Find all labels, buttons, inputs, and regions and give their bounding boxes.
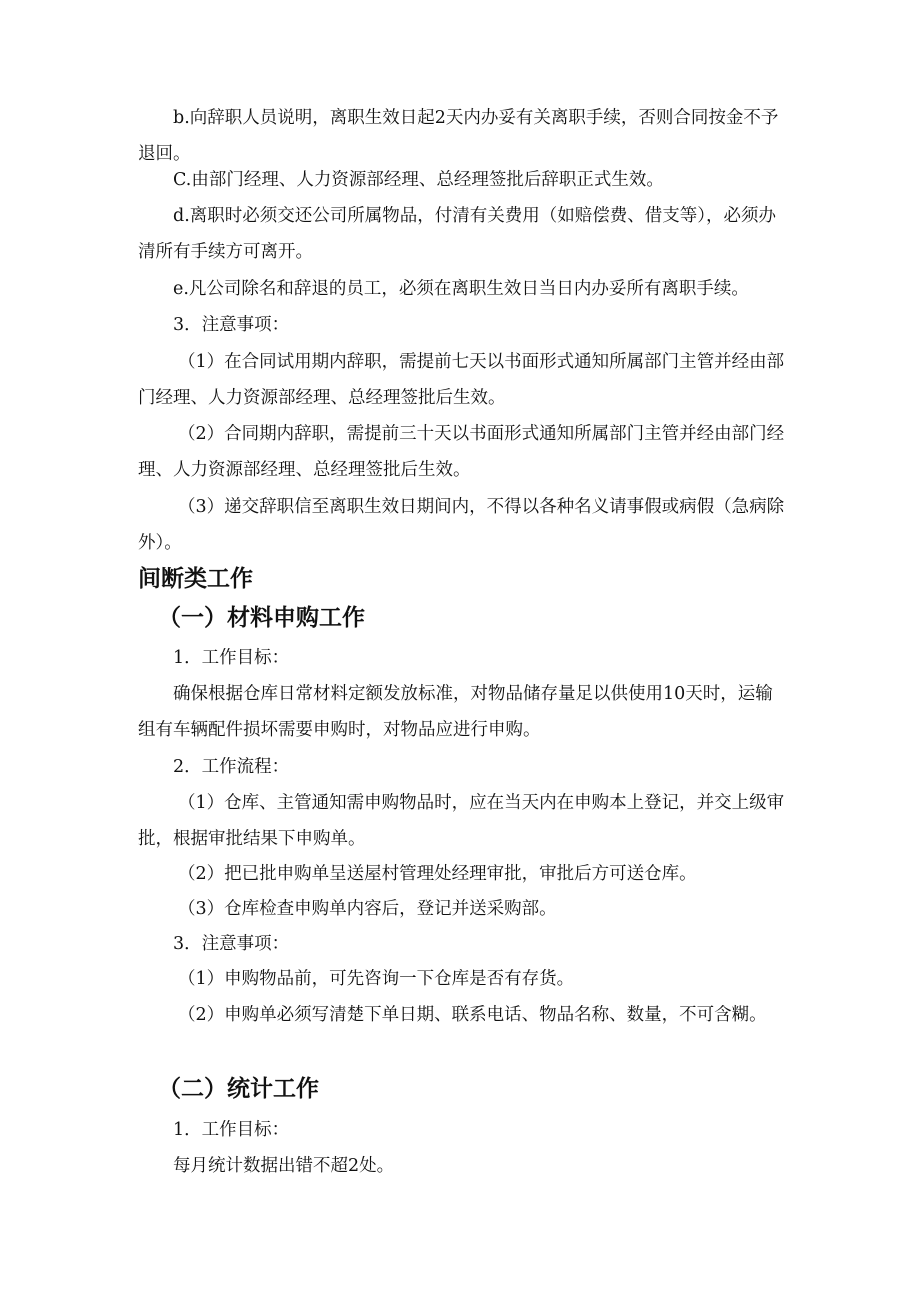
statistics-goal-text: 每月统计数据出错不超2处。: [173, 1156, 395, 1176]
section-heading: 间断类工作: [138, 566, 253, 592]
note-item-3: （3）递交辞职信至离职生效日期间内，不得以各种名义请事假或病假（急病除外）。: [138, 497, 785, 553]
paragraph-resign-e: e.凡公司除名和辞退的员工，必须在离职生效日当日内办妥所有离职手续。: [173, 279, 749, 299]
purchase-note-1: （1）申购物品前，可先咨询一下仓库是否有存货。: [178, 969, 575, 989]
paragraph-resign-d: d.离职时必须交还公司所属物品，付清有关费用（如赔偿费、借支等），必须办清所有手续方可离开。: [138, 206, 777, 262]
purchase-note-2: （2）申购单必须写清楚下单日期、联系电话、物品名称、数量，不可含糊。: [178, 1005, 767, 1025]
statistics-goal-heading: 1．工作目标：: [173, 1120, 290, 1140]
purchase-goal-text: 确保根据仓库日常材料定额发放标准，对物品储存量足以供使用10天时，运输组有车辆配件损坏需要申购时，对物品应进行申购。: [138, 684, 773, 740]
purchase-flow-3: （3）仓库检查申购单内容后，登记并送采购部。: [178, 899, 557, 919]
paragraph-resign-b: b.向辞职人员说明，离职生效日起2天内办妥有关离职手续，否则合同按金不予退回。: [138, 108, 779, 164]
purchase-flow-1: （1）仓库、主管通知需申购物品时，应在当天内在申购本上登记，并交上级审批，根据审批结果下申购单。: [138, 793, 785, 849]
purchase-flow-heading: 2．工作流程：: [173, 757, 290, 777]
note-item-2: （2）合同期内辞职，需提前三十天以书面形式通知所属部门主管并经由部门经理、人力资源部经理、总经理签批后生效。: [138, 424, 785, 480]
note-item-1: （1）在合同试用期内辞职，需提前七天以书面形式通知所属部门主管并经由部门经理、人力资源部经理、总经理签批后生效。: [138, 352, 785, 408]
purchase-notes-heading: 3．注意事项：: [173, 934, 290, 954]
notes-heading: 3．注意事项：: [173, 315, 290, 335]
statistics-heading: （二）统计工作: [158, 1076, 319, 1102]
purchase-heading: （一）材料申购工作: [158, 605, 365, 631]
purchase-goal-heading: 1．工作目标：: [173, 648, 290, 668]
purchase-flow-2: （2）把已批申购单呈送屋村管理处经理审批，审批后方可送仓库。: [178, 864, 697, 884]
paragraph-resign-c: C.由部门经理、人力资源部经理、总经理签批后辞职正式生效。: [173, 170, 664, 190]
